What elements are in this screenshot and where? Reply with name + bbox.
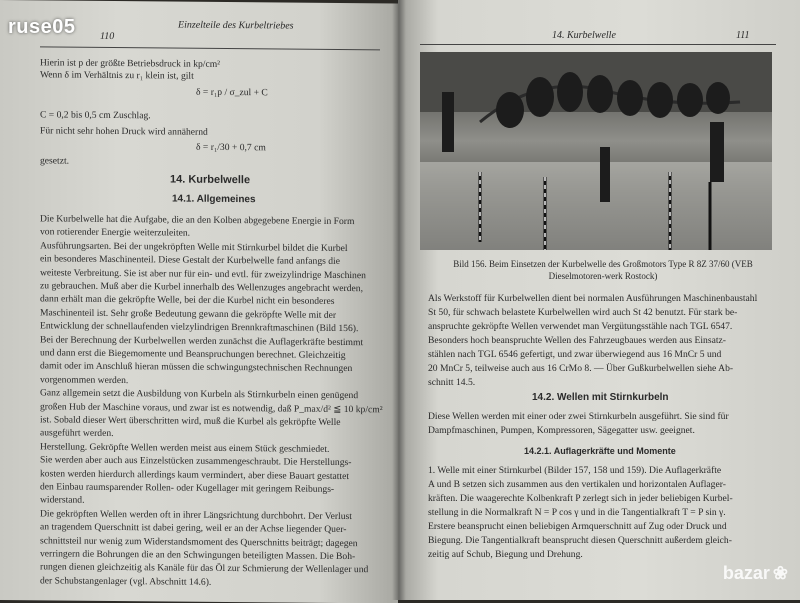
text-line: von rotierender Energie weiterzuleiten.	[40, 226, 191, 240]
page-number: 110	[100, 30, 115, 42]
text-line: zeitig auf Schub, Biegung und Drehung.	[428, 549, 583, 560]
text-line: damit oder im Anschluß hieran müssen die schwingungstechnischen Rechnungen	[40, 360, 353, 375]
text-line: gesetzt.	[40, 155, 70, 167]
subsection-title: 14.2.1. Auflagerkräfte und Momente	[524, 446, 676, 456]
text-line: Bei der Berechnung der Kurbelwellen werden zunächst die Auflagerkräfte bestimmt	[40, 333, 364, 348]
text-line: der Schubstangenlager (vgl. Abschnitt 14.6).	[40, 575, 212, 588]
text-line: großen Hub der Maschine voraus, und zwar ist es notwendig, daß P_max/d² ≦ 10 kp/cm²	[40, 400, 383, 415]
header-rule-right	[420, 44, 776, 45]
section-title: 14.1. Allgemeines	[172, 193, 256, 206]
text-line: kosten werden hierdurch allerdings kaum vermindert, aber diese Bauart gestattet	[40, 467, 350, 482]
text-line: widerstand.	[40, 494, 85, 507]
text-line: ein besonderes Maschinenteil. Diese Gestalt der Kurbelwelle fand anfangs die	[40, 253, 340, 268]
page-number-right: 111	[736, 30, 750, 41]
figure-caption: Bild 156. Beim Einsetzen der Kurbelwelle des Großmotors Type R 8Z 37/60 (VEB Dieselmotoren-werk Rostock)	[453, 259, 753, 281]
text-line: Sie werden aber auch aus Einzelstücken zusammengeschraubt. Die Herstellungs-	[40, 454, 352, 469]
text-line: schnitt 14.5.	[428, 377, 476, 388]
text-line: Die gekröpften Wellen werden oft in ihrer Längsrichtung durchbohrt. Der Verlust	[40, 508, 352, 522]
chapter-title: 14. Kurbelwelle	[170, 173, 251, 187]
text-line: ist. Sobald dieser Wert überschritten wird, muß die Kurbel als gekröpfte Welle	[40, 414, 341, 428]
text-line: verringern die Bohrungen die an den Schwingungen beteiligten Massen. Die Boh-	[40, 548, 356, 563]
text-line: 20 MnCr 5, teilweise auch aus 16 CrMo 8. — Über Gußkurbelwellen siehe Ab-	[428, 363, 734, 374]
text-line: rungen dienen gleichzeitig als Kanäle für das Öl zur Schmierung der Wellenlager und	[40, 561, 369, 576]
text-line: Herstellung. Gekröpfte Wellen werden meist aus einem Stück geschmiedet.	[40, 441, 330, 455]
text-line: Biegung. Die Tangentialkraft beansprucht diesen Querschnitt außerdem gleich-	[428, 535, 732, 546]
text-line: Dampfmaschinen, Pumpen, Kompressoren, Sägegatter usw. geeignet.	[428, 425, 695, 436]
brand-label: bazar	[722, 563, 770, 583]
text-line: kräften. Die waagerechte Kolbenkraft P zerlegt sich in jeder beliebigen Kurbel-	[428, 493, 733, 504]
left-page	[0, 0, 398, 603]
text-line: Ausführungsarten. Bei der ungekröpften Welle mit Stirnkurbel bildet die Kurbel	[40, 240, 348, 254]
text-line: Besonders hoch beanspruchte Wellen des Fahrzeugbaues werden aus Einsatz-	[428, 335, 726, 346]
text-line: Erstere beansprucht einen beliebigen Armquerschnitt auf Zug oder Druck und	[428, 521, 727, 532]
text-line: zu gebrauchen. Muß aber die Kurbel innerhalb des Wellenzuges angebracht werden,	[40, 280, 363, 295]
text-line: Die Kurbelwelle hat die Aufgabe, die an den Kolben abgegebene Energie in Form	[40, 213, 355, 228]
text-line: 1. Welle mit einer Stirnkurbel (Bilder 157, 158 und 159). Die Auflagerkräfte	[428, 465, 722, 476]
text-line: Hierin ist p der größte Betriebsdruck in kp/cm²	[40, 57, 221, 70]
factory-photo-graphic	[420, 52, 772, 250]
text-line: Ganz allgemein setzt die Ausbildung von Kurbeln als Stirnkurbeln einen genügend	[40, 387, 359, 402]
running-head-right: 14. Kurbelwelle	[552, 30, 616, 41]
text-line: stählen nach TGL 6546 gefertigt, und zwar überwiegend aus 16 MnCr 5 und	[428, 349, 722, 360]
text-line: A und B setzen sich zusammen aus den vertikalen und horizontalen Auflager-	[428, 479, 726, 490]
text-line: vorgenommen werden.	[40, 374, 129, 386]
text-line: ausgeführt werden.	[40, 427, 114, 440]
text-line: St 50, für schwach belastete Kurbelwellen wird auch St 42 benutzt. Für stark be-	[428, 307, 738, 318]
text-line: dann erhält man die gekröpfte Welle, bei der die Kurbel nicht ein besonderes	[40, 293, 335, 308]
running-head: Einzelteile des Kurbeltriebes	[178, 19, 294, 32]
text-line: Entwicklung der schnellaufenden vielzylindrigen Brennkraftmaschinen (Bild 156).	[40, 320, 359, 335]
text-line: stellung in die Normalkraft N = P cos γ und in die Tangentialkraft T = P sin γ.	[428, 507, 726, 518]
formula: δ = r₁/30 + 0,7 cm	[196, 141, 266, 154]
text-line: Maschinenteil ist. Sehr große Bedeutung gewann die gekröpfte Welle mit der	[40, 307, 337, 321]
brand-watermark	[723, 563, 788, 584]
leaf-icon: ❀	[772, 563, 788, 583]
text-line: Für nicht sehr hohen Druck wird annähernd	[40, 125, 208, 138]
section-title-right: 14.2. Wellen mit Stirnkurbeln	[532, 392, 669, 403]
text-line: Als Werkstoff für Kurbelwellen dient bei normalen Ausführungen Maschinenbaustahl	[428, 293, 758, 304]
text-line: C = 0,2 bis 0,5 cm Zuschlag.	[40, 109, 151, 122]
site-watermark: ruse05	[8, 16, 76, 38]
header-rule	[40, 46, 380, 50]
crankshaft-photo	[420, 52, 772, 250]
book-gutter	[392, 0, 406, 600]
text-line: den Einbau raumsparender Rollen- oder Kugellager mit geringem Reibungs-	[40, 481, 335, 495]
text-line: Diese Wellen werden mit einer oder zwei Stirnkurbeln ausgeführt. Sie sind für	[428, 411, 729, 422]
text-line: schnittsteil nur wenig zum Widerstandsmoment des Querschnitts beiträgt; dagegen	[40, 534, 358, 549]
text-line: anspruchte gekröpfte Wellen verwendet man Vergütungsstähle nach TGL 6547.	[428, 321, 733, 332]
text-line: weiteste Verbreitung. Sie ist aber nur für ein- und evtl. für zweizylindrige Maschinen	[40, 266, 366, 281]
formula: δ = r₁p / σ_zul + C	[196, 86, 268, 99]
text-line: und dann erst die Biegemomente und Beanspruchungen berechnet. Gleichzeitig	[40, 347, 346, 362]
text-line: Wenn δ im Verhältnis zu r₁ klein ist, gilt	[40, 69, 194, 82]
text-line: an tragendem Querschnitt ist dabei gering, weil er an der Achse liegender Quer-	[40, 521, 347, 536]
